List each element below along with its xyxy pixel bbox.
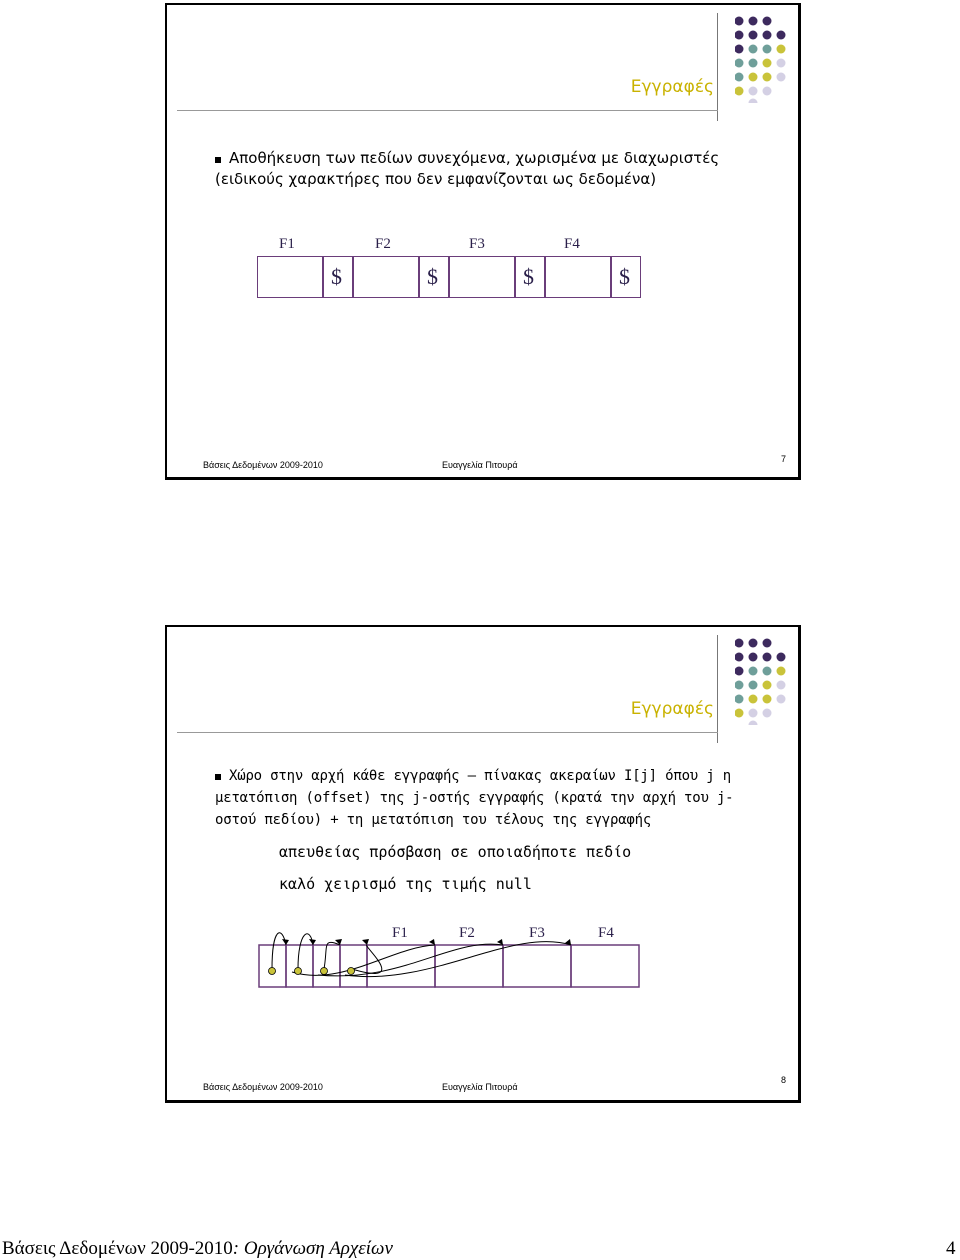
field-label-f2: F2: [459, 925, 475, 941]
delimiter-symbol: $: [523, 264, 534, 289]
bullet-icon: [215, 157, 221, 163]
pointer-dot-icon: [321, 968, 328, 975]
arrow-head-icon: [309, 939, 316, 945]
pointer-arrow: [345, 942, 571, 977]
slide-number: 7: [781, 454, 787, 464]
pointer-dot-icon: [295, 968, 302, 975]
slide-7: [165, 3, 801, 480]
sub-point-null-handling: καλό χειρισμό της τιμής null: [279, 875, 532, 893]
arrow-head-icon: [362, 939, 369, 945]
bullet-line-2: (ειδικούς χαρακτήρες που δεν εμφανίζονται ως δεδομένα): [215, 170, 657, 188]
record-field-cell: [545, 256, 611, 298]
record-field-cell: [449, 256, 515, 298]
record-field-cell: [257, 256, 323, 298]
record-field-cell: [353, 256, 419, 298]
field-label-f1: F1: [392, 925, 408, 941]
offset-array-record-diagram: [252, 917, 652, 997]
arrow-head-icon: [429, 939, 435, 945]
bullet-icon: [215, 774, 221, 780]
pointer-arrow: [272, 933, 286, 969]
footer-course: Βάσεις Δεδομένων 2009-2010: [203, 1082, 323, 1092]
delimiter-symbol: $: [331, 264, 342, 289]
dot-grid-icon: [735, 639, 786, 726]
page-number: 4: [946, 1238, 956, 1259]
dot-grid-icon: [735, 17, 786, 104]
footer-course: Βάσεις Δεδομένων 2009-2010: [203, 460, 323, 470]
bullet-line-1: Χώρο στην αρχή κάθε εγγραφής – πίνακας ακεραίων I[j] όπου j η: [229, 768, 731, 784]
pointer-origins: [269, 968, 355, 975]
delimiter-symbol: $: [619, 264, 630, 289]
offset-cell: [313, 945, 340, 987]
slide-8: [165, 625, 801, 1103]
decorative-dot-grid: [735, 635, 795, 725]
bullet-line-3: οστού πεδίου) + τη μετατόπιση του τέλους της εγγραφής: [215, 812, 652, 828]
page-footer-topic: : Οργάνωση Αρχείων: [232, 1238, 393, 1259]
bullet-line-2: μετατόπιση (offset) της j-οστής εγγραφής (κρατά την αρχή του j-: [215, 790, 734, 806]
title-divider-vertical: [717, 13, 718, 121]
pointer-arrow: [324, 942, 340, 969]
bullet-line-1: Αποθήκευση των πεδίων συνεχόμενα, χωρισμένα με διαχωριστές: [229, 149, 720, 167]
footer-author: Ευαγγελία Πιτουρά: [442, 1082, 518, 1092]
record-field-cell: [571, 945, 639, 987]
field-label-f1: F1: [279, 236, 295, 252]
title-divider-horizontal: [177, 110, 718, 111]
offset-pointers: [272, 933, 571, 977]
pointer-dot-icon: [269, 968, 276, 975]
slide-number: 8: [781, 1075, 787, 1085]
page-footer: [2, 1238, 393, 1260]
field-label-f3: F3: [469, 236, 485, 252]
decorative-dot-grid: [735, 13, 795, 103]
footer-author: Ευαγγελία Πιτουρά: [442, 460, 518, 470]
title-divider-vertical: [717, 635, 718, 743]
field-label-f4: F4: [598, 925, 614, 941]
record-field-cell: [367, 945, 435, 987]
pointer-arrow: [298, 934, 313, 969]
slide-title: Εγγραφές: [630, 699, 714, 719]
field-label-f3: F3: [529, 925, 545, 941]
arrow-heads: [282, 939, 571, 945]
arrow-head-icon: [282, 939, 289, 945]
slide-title: Εγγραφές: [630, 77, 714, 97]
field-label-f2: F2: [375, 236, 391, 252]
delimiter-symbol: $: [427, 264, 438, 289]
pointer-dot-icon: [348, 968, 355, 975]
field-label-f4: F4: [564, 236, 580, 252]
record-field-cell: [503, 945, 571, 987]
title-divider-horizontal: [177, 732, 718, 733]
sub-point-direct-access: απευθείας πρόσβαση σε οποιαδήποτε πεδίο: [279, 843, 632, 861]
page-footer-course: Βάσεις Δεδομένων 2009-2010: [2, 1238, 233, 1259]
offset-cell: [286, 945, 313, 987]
